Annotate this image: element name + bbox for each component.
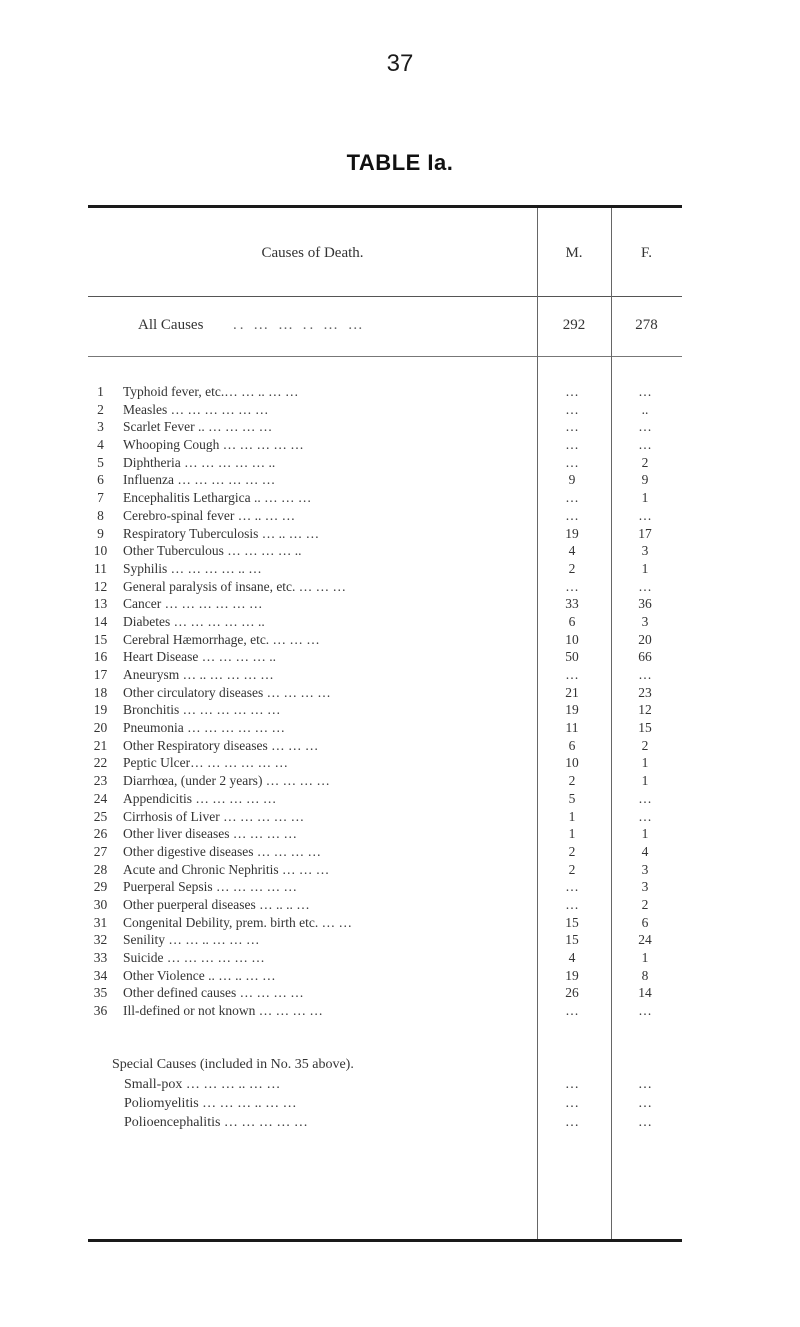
row-female: 2 <box>641 454 649 470</box>
row-cause: Acute and Chronic Nephritis … … … <box>123 861 330 877</box>
table-row <box>88 737 682 755</box>
row-number: 28 <box>93 861 108 877</box>
row-cause: Other liver diseases … … … … <box>123 826 297 842</box>
cause-rows <box>88 383 682 1020</box>
row-female: … <box>638 578 652 594</box>
row-male: 19 <box>565 525 579 541</box>
table-row <box>88 949 682 967</box>
special-row <box>88 1075 682 1094</box>
row-number: 18 <box>93 684 108 700</box>
row-female: 1 <box>641 560 649 576</box>
row-number: 10 <box>93 543 108 559</box>
row-number: 24 <box>93 790 108 806</box>
row-male: 10 <box>565 631 579 647</box>
row-number: 12 <box>93 578 108 594</box>
row-cause: General paralysis of insane, etc. … … … <box>123 578 347 594</box>
row-cause: Typhoid fever, etc.… … .. … … <box>123 384 299 399</box>
row-number: 15 <box>93 631 108 647</box>
table-row <box>88 525 682 543</box>
row-number: 6 <box>97 472 104 488</box>
row-male: 19 <box>565 702 579 718</box>
table-row <box>88 383 682 401</box>
row-female: … <box>638 419 652 435</box>
row-cause: Other Tuberculous … … … … .. <box>123 543 302 559</box>
row-male: … <box>565 1003 579 1019</box>
row-female: 6 <box>641 914 649 930</box>
row-male: 2 <box>568 861 576 877</box>
row-cause: Heart Disease … … … … .. <box>123 649 276 665</box>
causes-of-death-table <box>88 205 682 1242</box>
row-male: 4 <box>568 950 576 965</box>
row-cause: Other digestive diseases … … … … <box>123 843 321 859</box>
row-cause: Cerebral Hæmorrhage, etc. … … … <box>123 631 320 647</box>
special-female: … <box>638 1077 652 1092</box>
row-male: … <box>565 896 579 912</box>
row-female: 15 <box>638 720 652 736</box>
row-female: … <box>638 507 652 523</box>
table-row <box>88 914 682 932</box>
row-female: 20 <box>638 631 652 647</box>
row-female: 1 <box>641 490 649 506</box>
row-female: 4 <box>641 843 649 859</box>
special-female: … <box>638 1096 652 1111</box>
row-female: 1 <box>641 755 649 771</box>
row-number: 11 <box>94 560 107 576</box>
row-male: 9 <box>568 472 576 488</box>
row-cause: Cancer … … … … … … <box>123 596 263 612</box>
special-causes-heading: Special Causes (included in No. 35 above). <box>112 1057 354 1072</box>
row-male: 50 <box>565 649 579 665</box>
row-male: … <box>565 879 579 895</box>
special-cause: Poliomyelitis … … … .. … … <box>124 1096 297 1111</box>
row-male: 2 <box>568 560 576 576</box>
row-male: 10 <box>565 755 579 771</box>
row-number: 2 <box>97 401 104 417</box>
table-row <box>88 631 682 649</box>
table-row <box>88 984 682 1002</box>
row-number: 23 <box>93 773 108 789</box>
row-male: 1 <box>568 808 576 824</box>
row-female: 66 <box>638 649 652 665</box>
row-cause: Other puerperal diseases … .. .. … <box>123 896 310 912</box>
row-cause: Pneumonia … … … … … … <box>123 720 285 736</box>
header-female: F. <box>641 245 652 261</box>
row-male: 26 <box>565 985 579 1001</box>
row-cause: Cirrhosis of Liver … … … … … <box>123 808 305 824</box>
row-male: 21 <box>565 684 579 700</box>
row-male: … <box>565 419 579 435</box>
row-number: 7 <box>97 490 104 506</box>
table-row <box>88 754 682 772</box>
table-row <box>88 772 682 790</box>
table-row <box>88 471 682 489</box>
header-male: M. <box>565 245 583 261</box>
row-female: 2 <box>641 896 649 912</box>
row-number: 29 <box>93 879 108 895</box>
table-bottom-rule <box>88 1239 682 1242</box>
row-female: … <box>638 790 652 806</box>
row-male: … <box>565 507 579 523</box>
row-cause: Whooping Cough … … … … … <box>123 437 304 453</box>
page-number: 37 <box>386 50 414 77</box>
row-cause: Puerperal Sepsis … … … … … <box>123 879 297 895</box>
row-male: … <box>565 437 579 453</box>
table-row <box>88 666 682 684</box>
row-cause: Ill-defined or not known … … … … <box>123 1003 323 1019</box>
row-male: 5 <box>568 790 576 806</box>
all-causes-male: 292 <box>562 317 586 333</box>
row-cause: Suicide … … … … … … <box>123 950 265 965</box>
row-male: … <box>565 490 579 506</box>
table-row <box>88 595 682 613</box>
special-male: … <box>565 1077 579 1092</box>
row-male: … <box>565 384 579 399</box>
row-number: 16 <box>93 649 108 665</box>
row-female: … <box>638 667 652 682</box>
row-number: 26 <box>93 826 108 842</box>
row-female: … <box>638 808 652 824</box>
row-cause: Respiratory Tuberculosis … .. … … <box>123 525 320 541</box>
row-number: 34 <box>93 967 108 983</box>
table-row <box>88 701 682 719</box>
row-cause: Diphtheria … … … … … .. <box>123 454 276 470</box>
table-row <box>88 843 682 861</box>
row-male: 6 <box>568 613 576 629</box>
table-row <box>88 648 682 666</box>
row-cause: Influenza … … … … … … <box>123 472 276 488</box>
row-cause: Encephalitis Lethargica .. … … … <box>123 490 312 506</box>
table-row <box>88 436 682 454</box>
table-row <box>88 896 682 914</box>
row-number: 25 <box>93 808 108 824</box>
row-female: 3 <box>641 861 649 877</box>
row-cause: Measles … … … … … … <box>123 401 269 417</box>
row-number: 30 <box>93 896 108 912</box>
table-row <box>88 542 682 560</box>
row-number: 13 <box>93 596 108 612</box>
row-number: 1 <box>97 384 104 399</box>
table-row <box>88 684 682 702</box>
table-row <box>88 861 682 879</box>
table-row <box>88 507 682 525</box>
row-female: 14 <box>638 985 652 1001</box>
row-cause: Other Violence .. … .. … … <box>123 967 276 983</box>
table-row <box>88 613 682 631</box>
row-male: 1 <box>568 826 576 842</box>
row-female: .. <box>641 401 649 417</box>
table-row <box>88 1002 682 1020</box>
row-male: … <box>565 454 579 470</box>
table-row <box>88 790 682 808</box>
row-number: 19 <box>93 702 108 718</box>
special-male: … <box>565 1115 579 1130</box>
row-male: 2 <box>568 843 576 859</box>
row-male: 15 <box>565 932 579 948</box>
row-number: 31 <box>93 914 108 930</box>
table-row <box>88 489 682 507</box>
row-cause: Appendicitis … … … … … <box>123 790 277 806</box>
row-female: 2 <box>641 737 649 753</box>
row-female: 23 <box>638 684 652 700</box>
row-female: 3 <box>641 543 649 559</box>
row-female: 1 <box>641 773 649 789</box>
row-female: 17 <box>638 525 652 541</box>
all-causes-label: All Causes <box>138 317 204 333</box>
row-female: 3 <box>641 879 649 895</box>
table-row <box>88 578 682 596</box>
row-cause: Diabetes … … … … … .. <box>123 613 265 629</box>
row-male: 33 <box>565 596 579 612</box>
special-male: … <box>565 1096 579 1111</box>
row-female: … <box>638 437 652 453</box>
row-cause: Bronchitis … … … … … … <box>123 702 281 718</box>
row-cause: Aneurysm … .. … … … … <box>123 667 274 682</box>
table-row <box>88 401 682 419</box>
row-male: 6 <box>568 737 576 753</box>
row-female: 24 <box>638 932 652 948</box>
all-causes-rule <box>88 356 682 357</box>
row-female: 9 <box>641 472 649 488</box>
special-row <box>88 1113 682 1132</box>
table-row <box>88 719 682 737</box>
row-number: 22 <box>93 755 108 771</box>
row-female: 12 <box>638 702 652 718</box>
row-number: 14 <box>93 613 108 629</box>
header-rule <box>88 296 682 297</box>
row-female: 3 <box>641 613 649 629</box>
special-cause: Small-pox … … … .. … … <box>124 1077 281 1092</box>
row-cause: Other defined causes … … … … <box>123 985 304 1001</box>
table-row <box>88 418 682 436</box>
row-number: 33 <box>93 950 108 965</box>
row-cause: Syphilis … … … … .. … <box>123 560 262 576</box>
row-number: 20 <box>93 720 108 736</box>
row-female: … <box>638 1003 652 1019</box>
row-number: 35 <box>93 985 108 1001</box>
table-row <box>88 967 682 985</box>
table-row <box>88 878 682 896</box>
special-row <box>88 1094 682 1113</box>
table-title: TABLE Ia. <box>346 150 454 175</box>
row-male: 11 <box>565 720 579 736</box>
row-female: 1 <box>641 950 649 965</box>
row-number: 8 <box>97 507 104 523</box>
row-male: 19 <box>565 967 579 983</box>
table-row <box>88 560 682 578</box>
row-number: 17 <box>93 667 108 682</box>
row-male: 15 <box>565 914 579 930</box>
table-row <box>88 931 682 949</box>
row-cause: Peptic Ulcer… … … … … … <box>123 755 288 771</box>
row-cause: Other Respiratory diseases … … … <box>123 737 319 753</box>
row-cause: Congenital Debility, prem. birth etc. … … <box>123 914 352 930</box>
special-causes <box>88 1055 682 1132</box>
row-male: … <box>565 578 579 594</box>
row-male: … <box>565 401 579 417</box>
row-male: 2 <box>568 773 576 789</box>
row-female: 36 <box>638 596 652 612</box>
row-number: 36 <box>93 1003 108 1019</box>
row-number: 4 <box>97 437 104 453</box>
row-cause: Other circulatory diseases … … … … <box>123 684 331 700</box>
row-number: 3 <box>97 419 104 435</box>
row-female: … <box>638 384 652 399</box>
special-cause: Polioencephalitis … … … … … <box>124 1115 308 1130</box>
table-row <box>88 825 682 843</box>
row-number: 9 <box>97 525 104 541</box>
header-causes: Causes of Death. <box>261 245 364 261</box>
table-row <box>88 808 682 826</box>
row-cause: Diarrhœa, (under 2 years) … … … … <box>123 773 330 789</box>
row-male: 4 <box>568 543 576 559</box>
table-row <box>88 454 682 472</box>
row-cause: Scarlet Fever .. … … … … <box>123 419 273 435</box>
row-number: 27 <box>93 843 108 859</box>
row-number: 5 <box>97 454 104 470</box>
row-cause: Senility … … .. … … … <box>123 932 260 948</box>
row-male: … <box>565 667 579 682</box>
row-female: 8 <box>641 967 649 983</box>
all-causes-female: 278 <box>635 317 658 333</box>
row-number: 32 <box>93 932 108 948</box>
row-female: 1 <box>641 826 649 842</box>
special-female: … <box>638 1115 652 1130</box>
table-top-rule <box>88 205 682 208</box>
row-cause: Cerebro-spinal fever … .. … … <box>123 507 296 523</box>
all-causes-leader: .. … … .. … … <box>233 317 366 333</box>
row-number: 21 <box>93 737 108 753</box>
